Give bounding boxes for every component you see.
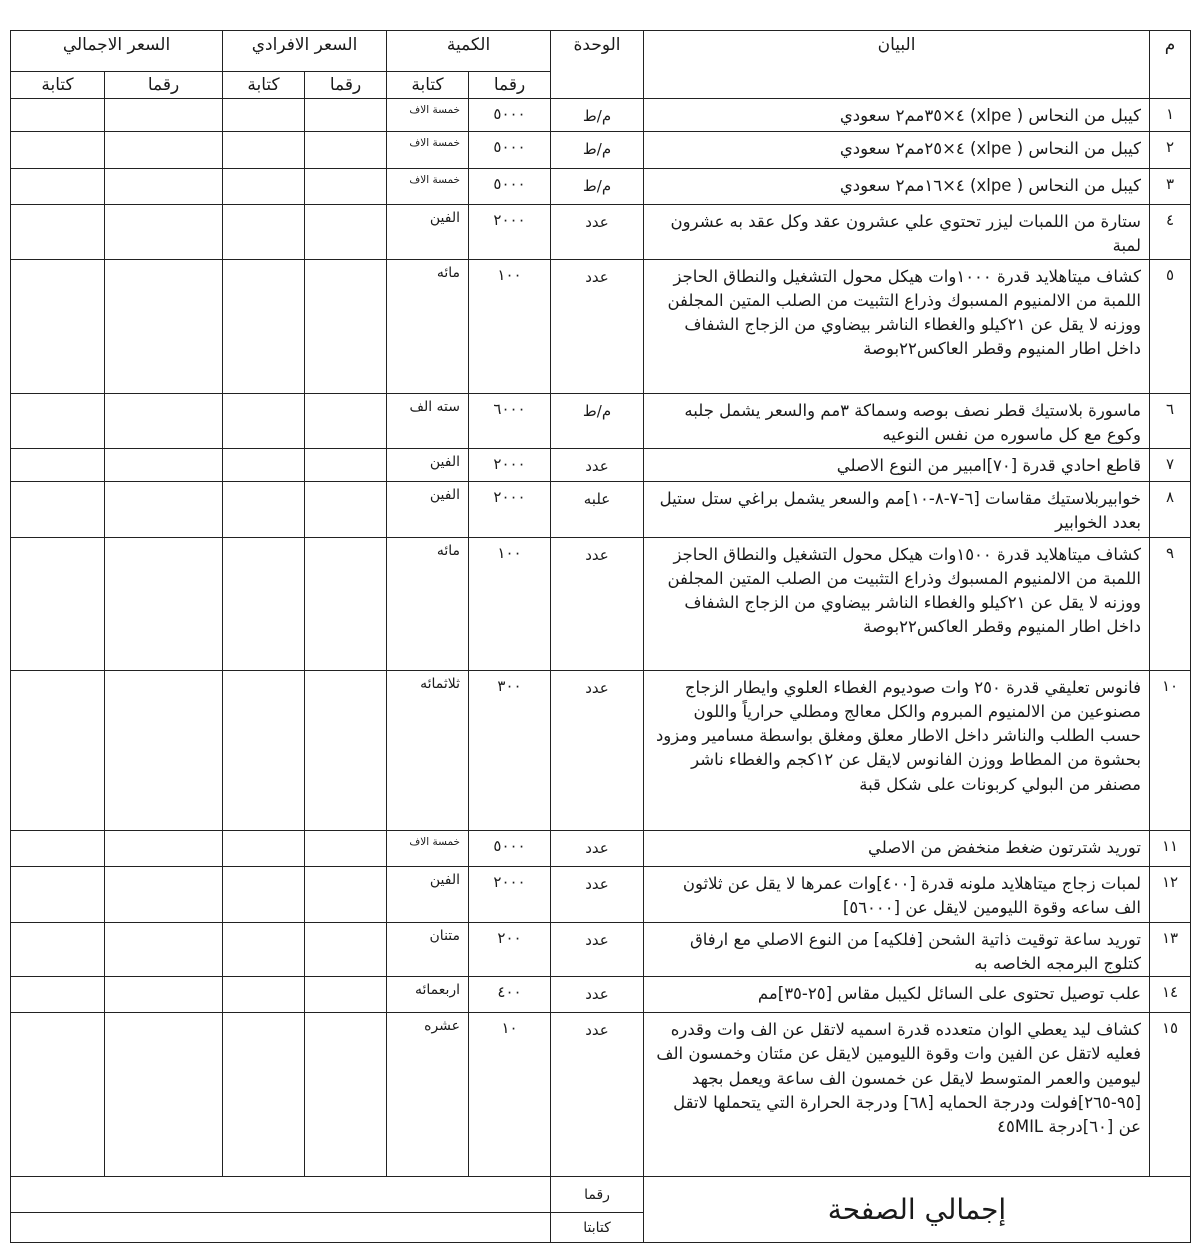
- row-total-price-words: [11, 205, 105, 260]
- row-total-price-numbers: [105, 481, 223, 537]
- row-total-price-numbers: [105, 1013, 223, 1177]
- row-total-price-words: [11, 393, 105, 448]
- table-row: [11, 99, 1191, 132]
- row-number: ١٣: [1150, 922, 1191, 977]
- row-unit-price-numbers: [305, 1013, 387, 1177]
- row-description: لمبات زجاج ميتاهلايد ملونه قدرة [٤٠٠]وات عمرها لا يقل عن ثلاثون الف ساعه وقوة الليومين لايقل عن [٥٦٠٠٠]: [644, 866, 1150, 922]
- row-number: ١: [1150, 99, 1191, 132]
- row-total-price-words: [11, 866, 105, 922]
- row-unit: م/ط: [551, 169, 644, 205]
- row-unit: عدد: [551, 977, 644, 1013]
- row-quantity-words: عشره: [387, 1013, 469, 1177]
- row-number: ٧: [1150, 448, 1191, 481]
- row-description: فانوس تعليقي قدرة ٢٥٠ وات صوديوم الغطاء العلوي وايطار الزجاج مصنوعين من الالمنيوم المبروم والكل معالج ومطلي حرارياً واللون حسب الطلب والناشر داخل الاطار معلق ومغلق بواسطة مسامير ومزود بحشوة من المطاط ووزن الفانوس لايقل عن ١٢كجم والغطاء ناشر مصنفر من البولي كربونات على شكل قبة: [644, 670, 1150, 830]
- row-number: ٤: [1150, 205, 1191, 260]
- row-total-price-words: [11, 537, 105, 670]
- row-unit-price-words: [223, 205, 305, 260]
- row-total-price-numbers: [105, 830, 223, 866]
- row-total-price-numbers: [105, 448, 223, 481]
- row-number: ٩: [1150, 537, 1191, 670]
- row-quantity-words: متنان: [387, 922, 469, 977]
- row-quantity-numbers: ٥٠٠٠: [469, 830, 551, 866]
- row-quantity-words: ثلاثمائه: [387, 670, 469, 830]
- row-description: كشاف ليد يعطي الوان متعدده قدرة اسميه لاتقل عن الف وات وقدره فعليه لاتقل عن الفين وات وقوة الليومين لايقل عن مئتان وخمسون الف ليومين والعمر المتوسط لايقل عن خمسون الف ساعة ويعمل بجهد [٩٥-٢٦٥]فولت ودرجة الحمايه [٦٨] ودرجة الحرارة التي يتحملها لاتقل عن [٦٠]درجة ٤٥MIL: [644, 1013, 1150, 1177]
- row-quantity-numbers: ٢٠٠٠: [469, 448, 551, 481]
- row-total-price-numbers: [105, 205, 223, 260]
- header-no: م: [1150, 31, 1191, 99]
- quantities-table: [10, 30, 1191, 1243]
- row-quantity-words: الفين: [387, 205, 469, 260]
- row-total-price-numbers: [105, 670, 223, 830]
- row-quantity-numbers: ٣٠٠: [469, 670, 551, 830]
- header-unit: الوحدة: [551, 31, 644, 99]
- table-row: [11, 169, 1191, 205]
- row-total-price-words: [11, 99, 105, 132]
- table-row: [11, 830, 1191, 866]
- row-quantity-words: الفين: [387, 481, 469, 537]
- row-unit-price-numbers: [305, 537, 387, 670]
- row-total-price-words: [11, 670, 105, 830]
- row-number: ٢: [1150, 132, 1191, 169]
- row-unit: عدد: [551, 448, 644, 481]
- row-quantity-words: مائه: [387, 537, 469, 670]
- row-total-price-numbers: [105, 393, 223, 448]
- row-unit-price-words: [223, 830, 305, 866]
- row-unit-price-numbers: [305, 481, 387, 537]
- row-description: كشاف ميتاهلايد قدرة ١٠٠٠وات هيكل محول التشغيل والنطاق الحاجز اللمبة من الالمنيوم المسبوك وذراع التثبيت من الصلب المتين المجلفن ووزنه لا يقل عن ٢١كيلو والغطاء الناشر بيضاوي من الزجاج الشفاف داخل اطار المنيوم وقطر العاكس٢٢بوصة: [644, 259, 1150, 393]
- row-unit-price-words: [223, 977, 305, 1013]
- header-total-price: السعر الاجمالي: [11, 31, 223, 72]
- row-total-price-numbers: [105, 132, 223, 169]
- header-total-price-numbers: رقما: [105, 72, 223, 99]
- row-unit: عدد: [551, 830, 644, 866]
- table-row: [11, 448, 1191, 481]
- row-quantity-numbers: ٢٠٠٠: [469, 481, 551, 537]
- header-quantity-words: كتابة: [387, 72, 469, 99]
- row-description: خوابيربلاستيك مقاسات [٦-٧-٨-١٠]مم والسعر يشمل براغي ستل ستيل بعدد الخوابير: [644, 481, 1150, 537]
- row-number: ٥: [1150, 259, 1191, 393]
- row-unit: م/ط: [551, 393, 644, 448]
- row-quantity-words: اربعمائه: [387, 977, 469, 1013]
- header-unit-price-numbers: رقما: [305, 72, 387, 99]
- row-quantity-numbers: ١٠٠: [469, 537, 551, 670]
- row-quantity-words: الفين: [387, 448, 469, 481]
- row-description: كيبل من النحاس ( xlpe) ٤×١٦مم٢ سعودي: [644, 169, 1150, 205]
- row-quantity-words: خمسة الاف: [387, 830, 469, 866]
- row-quantity-numbers: ٢٠٠٠: [469, 205, 551, 260]
- row-description: كيبل من النحاس ( xlpe) ٤×٣٥مم٢ سعودي: [644, 99, 1150, 132]
- row-description: توريد شترتون ضغط منخفض من الاصلي: [644, 830, 1150, 866]
- row-number: ١٢: [1150, 866, 1191, 922]
- row-unit-price-numbers: [305, 393, 387, 448]
- page-total-words-label: كتابتا: [551, 1213, 644, 1243]
- table-row: [11, 977, 1191, 1013]
- table-row: [11, 205, 1191, 260]
- row-unit-price-words: [223, 481, 305, 537]
- row-quantity-numbers: ٢٠٠٠: [469, 866, 551, 922]
- row-total-price-words: [11, 922, 105, 977]
- row-unit-price-words: [223, 922, 305, 977]
- row-unit: عدد: [551, 259, 644, 393]
- row-unit: م/ط: [551, 132, 644, 169]
- row-number: ١١: [1150, 830, 1191, 866]
- row-total-price-words: [11, 448, 105, 481]
- row-unit-price-numbers: [305, 169, 387, 205]
- header-description: البيان: [644, 31, 1150, 99]
- page-total-words-value: [11, 1213, 551, 1243]
- row-unit-price-words: [223, 866, 305, 922]
- header-quantity-numbers: رقما: [469, 72, 551, 99]
- header-quantity: الكمية: [387, 31, 551, 72]
- row-total-price-numbers: [105, 99, 223, 132]
- row-unit: عدد: [551, 922, 644, 977]
- table-row: [11, 259, 1191, 393]
- row-quantity-numbers: ٤٠٠: [469, 977, 551, 1013]
- row-quantity-words: سته الف: [387, 393, 469, 448]
- header-unit-price-words: كتابة: [223, 72, 305, 99]
- row-unit-price-words: [223, 670, 305, 830]
- row-description: قاطع احادي قدرة [٧٠]امبير من النوع الاصلي: [644, 448, 1150, 481]
- table-row: [11, 537, 1191, 670]
- row-total-price-numbers: [105, 922, 223, 977]
- page-total-numbers-label: رقما: [551, 1177, 644, 1213]
- page-total-numbers-value: [11, 1177, 551, 1213]
- row-unit-price-words: [223, 169, 305, 205]
- row-total-price-numbers: [105, 977, 223, 1013]
- header-row-1: [11, 31, 1191, 72]
- row-unit-price-numbers: [305, 205, 387, 260]
- row-description: توريد ساعة توقيت ذاتية الشحن [فلكيه] من النوع الاصلي مع ارفاق كتلوج البرمجه الخاصه به: [644, 922, 1150, 977]
- row-quantity-numbers: ٥٠٠٠: [469, 169, 551, 205]
- row-number: ١٤: [1150, 977, 1191, 1013]
- row-quantity-numbers: ٥٠٠٠: [469, 99, 551, 132]
- row-unit: عدد: [551, 205, 644, 260]
- row-number: ١٥: [1150, 1013, 1191, 1177]
- row-quantity-words: الفين: [387, 866, 469, 922]
- row-unit-price-words: [223, 537, 305, 670]
- bill-of-quantities-sheet: [10, 30, 1190, 1244]
- row-unit-price-words: [223, 99, 305, 132]
- row-unit-price-numbers: [305, 132, 387, 169]
- row-total-price-words: [11, 1013, 105, 1177]
- row-total-price-numbers: [105, 537, 223, 670]
- row-total-price-numbers: [105, 866, 223, 922]
- row-unit-price-words: [223, 132, 305, 169]
- row-description: ماسورة بلاستيك قطر نصف بوصه وسماكة ٣مم والسعر يشمل جلبه وكوع مع كل ماسوره من نفس النوعيه: [644, 393, 1150, 448]
- row-quantity-numbers: ٦٠٠٠: [469, 393, 551, 448]
- table-row: [11, 922, 1191, 977]
- row-description: كشاف ميتاهلايد قدرة ١٥٠٠وات هيكل محول التشغيل والنطاق الحاجز اللمبة من الالمنيوم المسبوك وذراع التثبيت من الصلب المتين المجلفن ووزنه لا يقل عن ٢١كيلو والغطاء الناشر بيضاوي من الزجاج الشفاف داخل اطار المنيوم وقطر العاكس٢٢بوصة: [644, 537, 1150, 670]
- table-row: [11, 132, 1191, 169]
- table-row: [11, 393, 1191, 448]
- row-unit: م/ط: [551, 99, 644, 132]
- row-unit-price-numbers: [305, 922, 387, 977]
- row-unit-price-numbers: [305, 830, 387, 866]
- row-quantity-numbers: ١٠٠: [469, 259, 551, 393]
- table-row: [11, 670, 1191, 830]
- row-total-price-numbers: [105, 169, 223, 205]
- row-total-price-words: [11, 481, 105, 537]
- row-total-price-words: [11, 169, 105, 205]
- row-unit: عدد: [551, 537, 644, 670]
- row-total-price-numbers: [105, 259, 223, 393]
- row-unit-price-numbers: [305, 866, 387, 922]
- row-unit: عدد: [551, 1013, 644, 1177]
- row-unit-price-words: [223, 393, 305, 448]
- row-description: علب توصيل تحتوى على السائل لكيبل مقاس [٢٥-٣٥]مم: [644, 977, 1150, 1013]
- page-total-row-numbers: [11, 1177, 1191, 1213]
- row-quantity-words: مائه: [387, 259, 469, 393]
- page-total-title: إجمالي الصفحة: [644, 1177, 1191, 1243]
- table-row: [11, 866, 1191, 922]
- row-quantity-words: خمسة الاف: [387, 132, 469, 169]
- row-unit-price-words: [223, 1013, 305, 1177]
- row-unit: عدد: [551, 866, 644, 922]
- row-total-price-words: [11, 977, 105, 1013]
- header-total-price-words: كتابة: [11, 72, 105, 99]
- row-description: ستارة من اللمبات ليزر تحتوي علي عشرون عقد وكل عقد به عشرون لمبة: [644, 205, 1150, 260]
- row-unit-price-words: [223, 448, 305, 481]
- row-description: كيبل من النحاس ( xlpe) ٤×٢٥مم٢ سعودي: [644, 132, 1150, 169]
- row-quantity-numbers: ١٠: [469, 1013, 551, 1177]
- row-total-price-words: [11, 830, 105, 866]
- row-number: ٦: [1150, 393, 1191, 448]
- row-number: ١٠: [1150, 670, 1191, 830]
- header-unit-price: السعر الافرادي: [223, 31, 387, 72]
- row-quantity-words: خمسة الاف: [387, 169, 469, 205]
- row-unit-price-numbers: [305, 448, 387, 481]
- row-unit-price-words: [223, 259, 305, 393]
- row-number: ٣: [1150, 169, 1191, 205]
- row-quantity-numbers: ٢٠٠: [469, 922, 551, 977]
- table-row: [11, 1013, 1191, 1177]
- row-quantity-words: خمسة الاف: [387, 99, 469, 132]
- row-unit-price-numbers: [305, 670, 387, 830]
- row-unit-price-numbers: [305, 99, 387, 132]
- row-unit: علبه: [551, 481, 644, 537]
- row-total-price-words: [11, 259, 105, 393]
- row-unit-price-numbers: [305, 259, 387, 393]
- row-number: ٨: [1150, 481, 1191, 537]
- row-quantity-numbers: ٥٠٠٠: [469, 132, 551, 169]
- table-row: [11, 481, 1191, 537]
- row-total-price-words: [11, 132, 105, 169]
- row-unit-price-numbers: [305, 977, 387, 1013]
- row-unit: عدد: [551, 670, 644, 830]
